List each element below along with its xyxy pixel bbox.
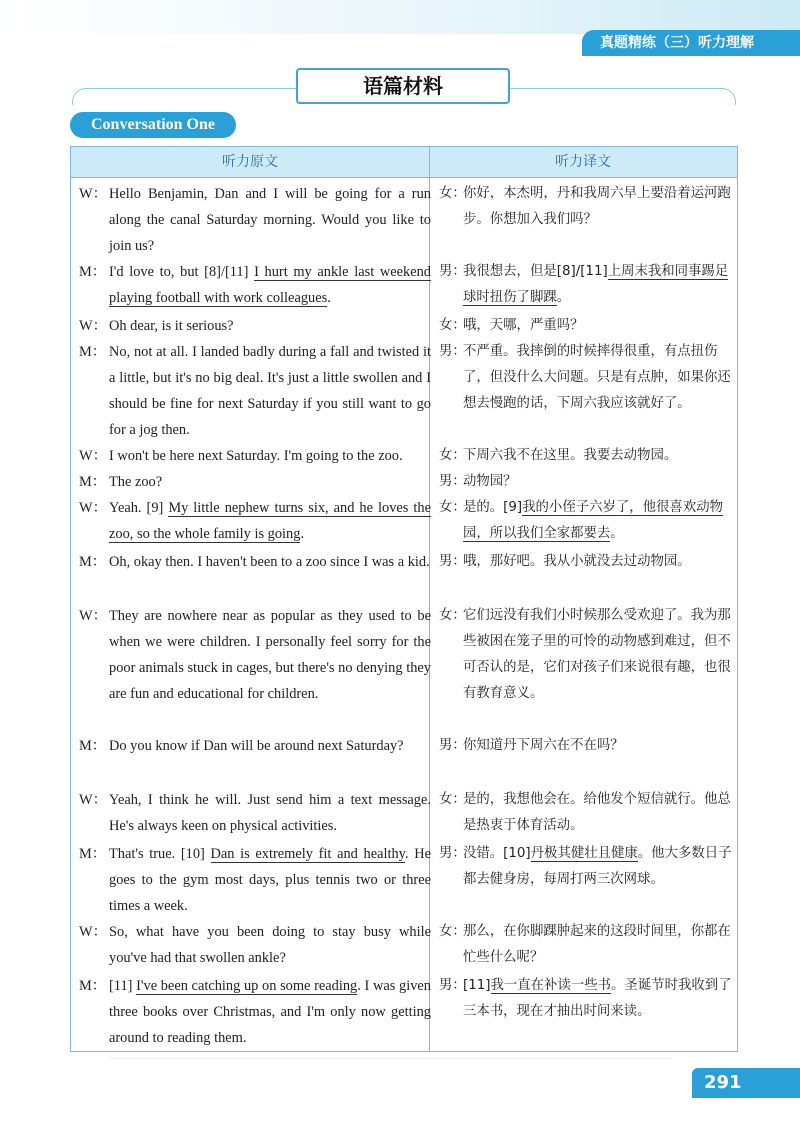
- original-text: Yeah. [9] My little nephew turns six, and he loves the zoo, so the whole family is going.: [109, 500, 431, 542]
- table-row: [71, 549, 737, 603]
- speaker-label: M：: [79, 474, 107, 490]
- header-original: 听力原文: [222, 154, 278, 170]
- conversation-badge: Conversation One: [70, 112, 236, 138]
- speaker-label: 男：: [439, 554, 466, 569]
- header-translation: 听力译文: [555, 154, 611, 170]
- page-number: 291: [692, 1068, 800, 1098]
- underlined-answer: 上周末我和同事踢足球时扭伤了脚踝: [463, 264, 729, 305]
- translation-text: 是的。[9]我的小侄子六岁了，他很喜欢动物园，所以我们全家都要去。: [463, 500, 723, 541]
- underlined-answer: My little nephew turns six, and he loves the zoo, so the whole family is going: [109, 500, 431, 542]
- table-header: [71, 147, 737, 178]
- table-row: [71, 339, 737, 443]
- underlined-answer: Dan is extremely fit and healthy: [210, 846, 405, 862]
- footer-rule: [110, 1058, 670, 1059]
- translation-text: 我很想去，但是[8]/[11]上周末我和同事踢足球时扭伤了脚踝。: [463, 264, 729, 305]
- original-text: Oh, okay then. I haven't been to a zoo since I was a kid.: [109, 554, 430, 570]
- original-text: I won't be here next Saturday. I'm going to the zoo.: [109, 448, 403, 464]
- underlined-answer: 我的小侄子六岁了，他很喜欢动物园，所以我们全家都要去: [463, 500, 723, 541]
- translation-text: 下周六我不在这里。我要去动物园。: [463, 448, 678, 463]
- original-text: So, what have you been doing to stay busy while you've had that swollen ankle?: [109, 924, 431, 966]
- table-row: [71, 495, 737, 549]
- speaker-label: W：: [79, 318, 107, 334]
- speaker-label: 女：: [439, 186, 466, 201]
- speaker-label: M：: [79, 846, 107, 862]
- translation-text: 你知道丹下周六在不在吗？: [463, 738, 624, 753]
- original-text: The zoo?: [109, 474, 163, 490]
- speaker-label: 男：: [439, 264, 466, 279]
- original-text: No, not at all. I landed badly during a fall and twisted it a little, but it's no big deal. It's just a little swollen and I should be fine for next Saturday if you still want to go for a jog then.: [109, 344, 431, 438]
- speaker-label: 女：: [439, 500, 466, 515]
- section-tab: 真题精练（三）听力理解: [582, 30, 800, 56]
- top-decoration: [0, 0, 800, 34]
- underlined-answer: 丹极其健壮且健康: [530, 846, 638, 861]
- speaker-label: 男：: [439, 846, 466, 861]
- original-text: Yeah, I think he will. Just send him a text message. He's always keen on physical activities.: [109, 792, 431, 834]
- speaker-label: M：: [79, 554, 107, 570]
- speaker-label: 男：: [439, 474, 466, 489]
- speaker-label: 男：: [439, 738, 466, 753]
- table-row: [71, 973, 737, 1051]
- table-row: [71, 919, 737, 973]
- transcript-table: [70, 146, 738, 1052]
- translation-text: 哦，天哪，严重吗？: [463, 318, 584, 333]
- translation-text: 不严重。我摔倒的时候摔得很重，有点扭伤了，但没什么大问题。只是有点肿，如果你还想去慢跑的话，下周六我应该就好了。: [463, 344, 731, 411]
- original-text: Do you know if Dan will be around next Saturday?: [109, 738, 404, 754]
- table-row: [71, 603, 737, 733]
- speaker-label: 女：: [439, 448, 466, 463]
- table-row: [71, 841, 737, 919]
- original-text: I'd love to, but [8]/[11] I hurt my ankle last weekend playing football with work colleagues.: [109, 264, 432, 306]
- speaker-label: M：: [79, 738, 107, 754]
- speaker-label: W：: [79, 186, 107, 202]
- underlined-answer: I hurt my ankle last weekend playing football with work colleagues: [109, 264, 432, 306]
- table-row: [71, 787, 737, 841]
- translation-text: [11]我一直在补读一些书。圣诞节时我收到了三本书，现在才抽出时间来读。: [463, 978, 732, 1019]
- translation-text: 是的，我想他会在。给他发个短信就行。他总是热衷于体育活动。: [463, 792, 731, 833]
- original-text: Oh dear, is it serious?: [109, 318, 234, 334]
- speaker-label: 男：: [439, 344, 466, 359]
- page-title: 语篇材料: [296, 68, 510, 104]
- translation-text: 哦，那好吧。我从小就没去过动物园。: [463, 554, 691, 569]
- table-row: [71, 181, 737, 259]
- speaker-label: W：: [79, 792, 107, 808]
- speaker-label: 女：: [439, 792, 466, 807]
- table-row: [71, 733, 737, 787]
- speaker-label: W：: [79, 500, 107, 516]
- speaker-label: W：: [79, 924, 107, 940]
- table-row: [71, 469, 737, 495]
- underlined-answer: 我一直在补读一些书: [490, 978, 612, 993]
- speaker-label: M：: [79, 264, 107, 280]
- translation-text: 那么，在你脚踝肿起来的这段时间里，你都在忙些什么呢？: [463, 924, 731, 965]
- speaker-label: M：: [79, 978, 107, 994]
- speaker-label: 男：: [439, 978, 466, 993]
- speaker-label: M：: [79, 344, 107, 360]
- translation-text: 没错。[10]丹极其健壮且健康。他大多数日子都去健身房，每周打两三次网球。: [463, 846, 732, 887]
- original-text: Hello Benjamin, Dan and I will be going for a run along the canal Saturday morning. Would you like to join us?: [109, 186, 431, 254]
- table-row: [71, 259, 737, 313]
- speaker-label: 女：: [439, 318, 466, 333]
- speaker-label: 女：: [439, 924, 466, 939]
- table-row: [71, 443, 737, 469]
- original-text: [11] I've been catching up on some reading. I was given three books over Christmas, and I'm only now getting around to reading them.: [109, 978, 431, 1046]
- original-text: That's true. [10] Dan is extremely fit and healthy. He goes to the gym most days, plus tennis two or three times a week.: [109, 846, 431, 914]
- translation-text: 你好，本杰明，丹和我周六早上要沿着运河跑步。你想加入我们吗？: [463, 186, 731, 227]
- table-row: [71, 313, 737, 339]
- original-text: They are nowhere near as popular as they used to be when we were children. I personally feel sorry for the poor animals stuck in cages, but there's no denying they are fun and educational for children.: [109, 608, 431, 702]
- speaker-label: W：: [79, 608, 107, 624]
- translation-text: 动物园？: [463, 474, 517, 489]
- speaker-label: W：: [79, 448, 107, 464]
- translation-text: 它们远没有我们小时候那么受欢迎了。我为那些被困在笼子里的可怜的动物感到难过，但不可否认的是，它们对孩子们来说很有趣，也很有教育意义。: [463, 608, 731, 701]
- speaker-label: 女：: [439, 608, 466, 623]
- underlined-answer: I've been catching up on some reading: [136, 978, 358, 994]
